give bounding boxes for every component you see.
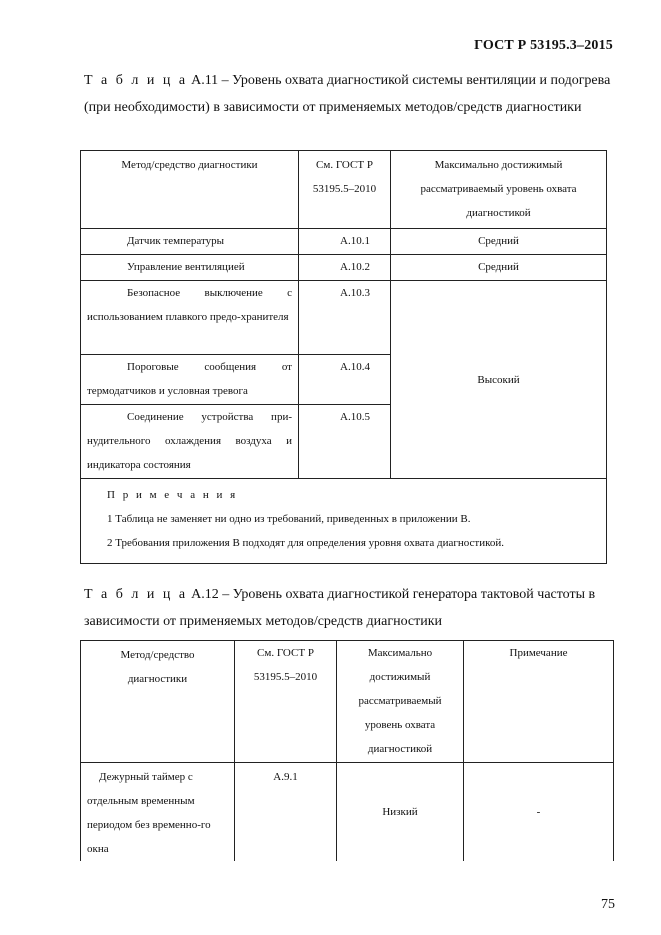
header-level: Максимально достижимый рассматриваемый уровень охвата диагностикой xyxy=(337,641,464,763)
row-method: Управление вентиляцией xyxy=(81,255,299,281)
note-item: 2 Требования приложения В подходят для определения уровня охвата диагностикой. xyxy=(107,537,505,549)
page-number: 75 xyxy=(601,897,615,912)
table-row xyxy=(81,255,607,281)
notes-title: П р и м е ч а н и я xyxy=(107,489,238,501)
table-a12-caption-text: А.12 – Уровень охвата диагностикой генератора тактовой частоты в зависимости от применяемых методов/средств диагностики xyxy=(84,587,596,629)
table-a12-caption-prefix: Т а б л и ц а xyxy=(84,587,188,602)
row-method-text: Дежурный таймер с отдельным временным периодом без временно-го окна xyxy=(87,771,211,855)
header-ref: См. ГОСТ Р 53195.5–2010 xyxy=(299,151,391,229)
row-method: Пороговые сообщения от термодатчиков и условная тревога xyxy=(81,355,299,405)
header-level: Максимально достижимый рассматриваемый уровень охвата диагностикой xyxy=(391,151,607,229)
table-header-row xyxy=(81,151,607,229)
row-level: Средний xyxy=(391,255,607,281)
row-method xyxy=(81,763,235,862)
table-row xyxy=(81,763,614,862)
table-a11-caption xyxy=(84,67,624,121)
notes-cell xyxy=(81,479,607,564)
table-a11-caption-prefix: Т а б л и ц а xyxy=(84,73,188,88)
row-method: Безопасное выключение с использованием плавкого предо-хранителя xyxy=(81,281,299,355)
row-ref: А.9.1 xyxy=(235,763,337,862)
row-note: - xyxy=(464,763,614,862)
table-row xyxy=(81,229,607,255)
row-ref: А.10.5 xyxy=(299,405,391,479)
row-ref: А.10.2 xyxy=(299,255,391,281)
row-level: Низкий xyxy=(337,763,464,862)
header-method: Метод/средство диагностики xyxy=(81,151,299,229)
header-note: Примечание xyxy=(464,641,614,763)
table-a11-caption-text: А.11 – Уровень охвата диагностикой системы вентиляции и подогрева (при необходимости) в зависимости от применяемых методов/средств диагностики xyxy=(84,73,611,115)
table-a12-caption xyxy=(84,581,619,635)
row-level: Средний xyxy=(391,229,607,255)
table-a11 xyxy=(80,150,607,564)
notes-row xyxy=(81,479,607,564)
header-ref: См. ГОСТ Р 53195.5–2010 xyxy=(235,641,337,763)
row-ref: А.10.4 xyxy=(299,355,391,405)
table-header-row xyxy=(81,641,614,763)
document-standard-header: ГОСТ Р 53195.3–2015 xyxy=(474,38,613,53)
header-method: Метод/средство диагностики xyxy=(81,641,235,763)
row-method: Соединение устройства при-нудительного охлаждения воздуха и индикатора состояния xyxy=(81,405,299,479)
row-ref: А.10.3 xyxy=(299,281,391,355)
row-method: Датчик температуры xyxy=(81,229,299,255)
row-ref: А.10.1 xyxy=(299,229,391,255)
table-a12 xyxy=(80,640,614,861)
note-item: 1 Таблица не заменяет ни одно из требований, приведенных в приложении В. xyxy=(107,513,471,525)
merged-level-cell: Высокий xyxy=(391,281,607,479)
table-row xyxy=(81,281,607,355)
